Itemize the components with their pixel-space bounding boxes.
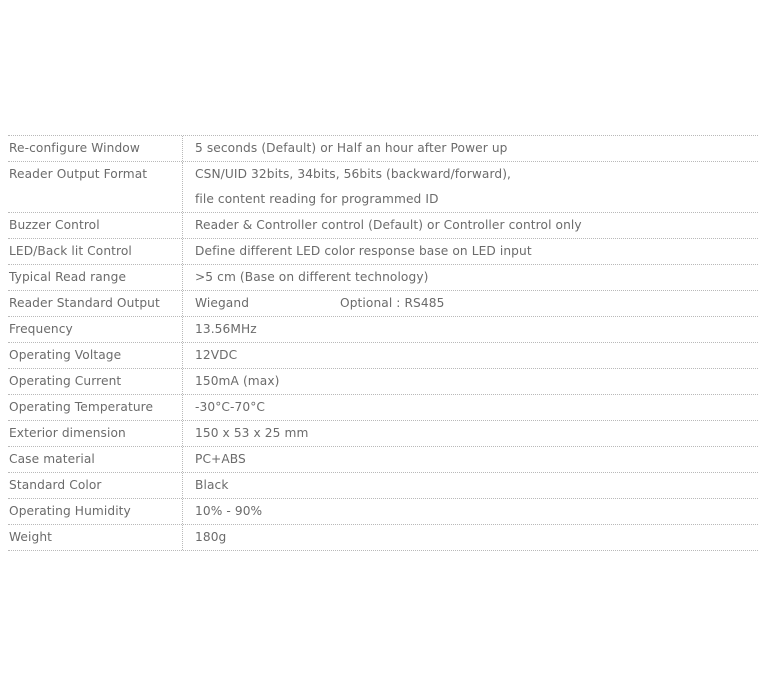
spec-label: Exterior dimension: [8, 421, 183, 446]
spec-label: Operating Voltage: [8, 343, 183, 368]
spec-label: Buzzer Control: [8, 213, 183, 238]
spec-label: Re-configure Window: [8, 136, 183, 161]
spec-value: 150 x 53 x 25 mm: [195, 426, 309, 440]
spec-row-reconfigure-window: [8, 136, 758, 162]
spec-label: Typical Read range: [8, 265, 183, 290]
spec-label: Reader Standard Output: [8, 291, 183, 316]
spec-row-operating-current: [8, 369, 758, 395]
spec-row-led-control: [8, 239, 758, 265]
spec-value: Reader & Controller control (Default) or Controller control only: [195, 218, 582, 232]
spec-value: 180g: [195, 530, 227, 544]
spec-row-operating-humidity: [8, 499, 758, 525]
spec-row-reader-output-format: [8, 162, 758, 213]
spec-value-line-1: CSN/UID 32bits, 34bits, 56bits (backward/forward),: [195, 167, 512, 181]
spec-row-operating-temperature: [8, 395, 758, 421]
spec-row-weight: [8, 525, 758, 551]
spec-row-case-material: [8, 447, 758, 473]
spec-row-operating-voltage: [8, 343, 758, 369]
spec-row-exterior-dimension: [8, 421, 758, 447]
spec-label: Reader Output Format: [8, 162, 183, 212]
spec-value: -30°C-70°C: [195, 400, 266, 414]
spec-row-read-range: [8, 265, 758, 291]
spec-label: Frequency: [8, 317, 183, 342]
spec-value: Black: [195, 478, 229, 492]
spec-value: >5 cm (Base on different technology): [195, 270, 429, 284]
spec-label: Operating Humidity: [8, 499, 183, 524]
spec-row-standard-output: [8, 291, 758, 317]
spec-row-standard-color: [8, 473, 758, 499]
spec-table: [8, 135, 758, 551]
spec-value: 10% - 90%: [195, 504, 263, 518]
spec-value: 12VDC: [195, 348, 238, 362]
spec-label: Standard Color: [8, 473, 183, 498]
spec-row-frequency: [8, 317, 758, 343]
spec-value: 150mA (max): [195, 374, 280, 388]
spec-label: LED/Back lit Control: [8, 239, 183, 264]
spec-value-optional: Optional : RS485: [340, 296, 445, 310]
spec-value: 13.56MHz: [195, 322, 257, 336]
spec-row-buzzer-control: [8, 213, 758, 239]
spec-label: Operating Current: [8, 369, 183, 394]
spec-label: Operating Temperature: [8, 395, 183, 420]
spec-label: Weight: [8, 525, 183, 550]
spec-value: 5 seconds (Default) or Half an hour after Power up: [195, 141, 508, 155]
spec-value: [183, 162, 758, 212]
spec-value: Define different LED color response base on LED input: [195, 244, 532, 258]
spec-value-line-2: file content reading for programmed ID: [195, 192, 439, 206]
spec-value-primary: Wiegand: [195, 296, 250, 310]
spec-value: [183, 291, 758, 316]
spec-value: PC+ABS: [195, 452, 246, 466]
spec-label: Case material: [8, 447, 183, 472]
